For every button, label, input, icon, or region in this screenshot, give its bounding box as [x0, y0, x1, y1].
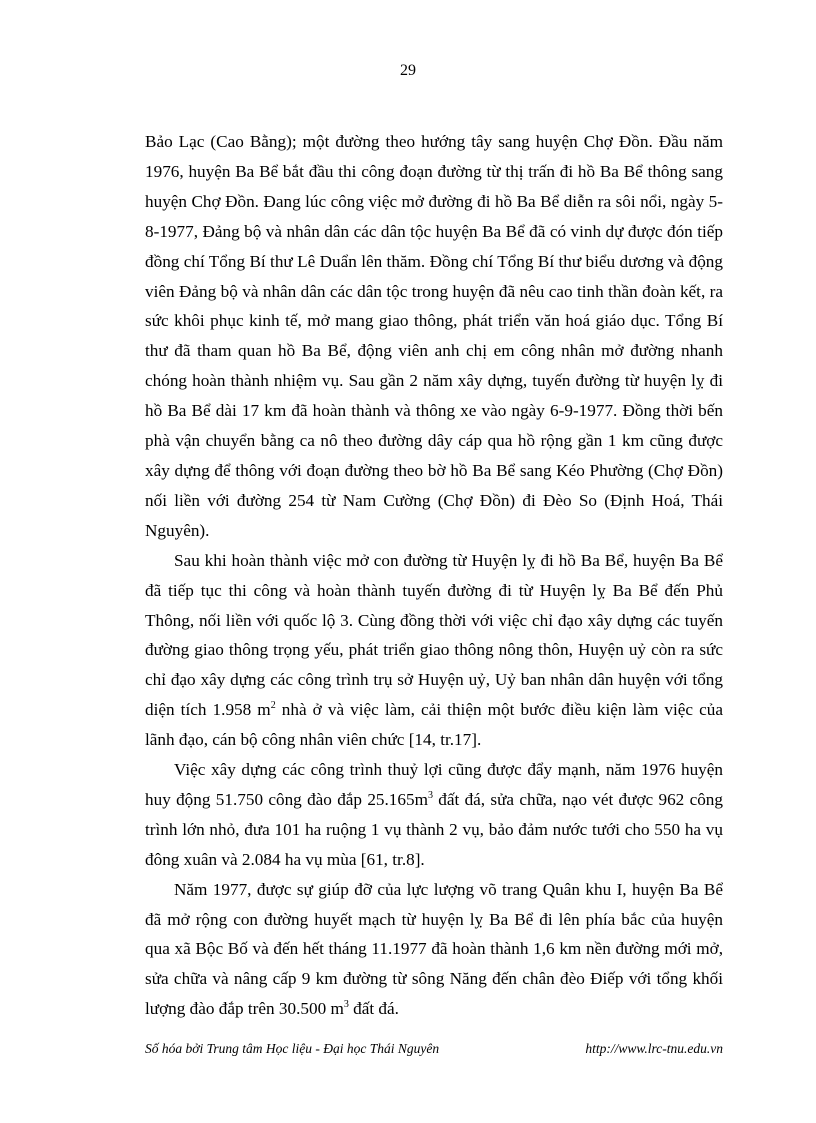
- paragraph-4-text: Năm 1977, được sự giúp đỡ của lực lượng võ trang Quân khu I, huyện Ba Bể đã mở rộng con đường huyết mạch từ huyện lỵ Ba Bể đi lên phía bắc của huyện qua xã Bộc Bố và đến hết tháng 11.1977 đã hoàn thành 1,6 km nền đường mới mở, sửa chữa và nâng cấp 9 km đường từ sông Năng đến chân đèo Điếp với tổng khối lượng đào đắp trên 30.500 m: [145, 879, 723, 1019]
- paragraph-3-text: Việc xây dựng các công trình thuỷ lợi cũng được đẩy mạnh, năm 1976 huyện huy động 51.750 công đào đắp 25.165m: [145, 760, 723, 809]
- body-text: [145, 127, 723, 1024]
- paragraph-2: [145, 546, 723, 755]
- cubic-meter-superscript: 3: [427, 789, 433, 801]
- paragraph-4-text-cont: đất đá.: [348, 999, 399, 1019]
- paragraph-3: [145, 755, 723, 875]
- page-number: 29: [400, 62, 416, 79]
- cubic-meter-superscript: 3: [343, 999, 349, 1011]
- paragraph-1-text: Bảo Lạc (Cao Bằng); một đường theo hướng tây sang huyện Chợ Đồn. Đầu năm 1976, huyện Ba Bể bắt đầu thi công đoạn đường từ thị trấn đi hồ Ba Bể thông sang huyện Chợ Đồn. Đang lúc công việc mở đường đi hồ Ba Bể diễn ra sôi nổi, ngày 5-8-1977, Đảng bộ và nhân dân các dân tộc huyện Ba Bể đã có vinh dự được đón tiếp đồng chí Tổng Bí thư Lê Duẩn lên thăm. Đồng chí Tổng Bí thư biểu dương và động viên Đảng bộ và nhân dân các dân tộc trong huyện đã nêu cao tinh thần đoàn kết, ra sức khôi phục kinh tế, mở mang giao thông, phát triển văn hoá giáo dục. Tổng Bí thư đã tham quan hồ Ba Bể, động viên anh chị em công nhân mở đường nhanh chóng hoàn thành nhiệm vụ. Sau gần 2 năm xây dựng, tuyến đường từ huyện lỵ đi hồ Ba Bể dài 17 km đã hoàn thành và thông xe vào ngày 6-9-1977. Đồng thời bến phà vận chuyển bằng ca nô theo đường dây cáp qua hồ rộng gần 1 km cũng được xây dựng để thông với đoạn đường theo bờ hồ Ba Bể sang Kéo Phường (Chợ Đồn) nối liền với đường 254 từ Nam Cường (Chợ Đồn) đi Đèo So (Định Hoá, Thái Nguyên).: [145, 132, 723, 540]
- paragraph-2-text: Sau khi hoàn thành việc mở con đường từ Huyện lỵ đi hồ Ba Bể, huyện Ba Bể đã tiếp tục thi công và hoàn thành tuyến đường đi từ Huyện lỵ Ba Bể đến Phủ Thông, nối liền với quốc lộ 3. Cùng đồng thời với việc chỉ đạo xây dựng các tuyến đường giao thông trọng yếu, phát triển giao thông nông thôn, Huyện uỷ còn ra sức chỉ đạo xây dựng các công trình trụ sở Huyện uỷ, Uỷ ban nhân dân huyện với tổng diện tích 1.958 m: [145, 550, 723, 720]
- paragraph-3-text-cont: đất đá, sửa chữa, nạo vét được 962 công trình lớn nhỏ, đưa 101 ha ruộng 1 vụ thành 2 vụ, bảo đảm nước tưới cho 550 ha vụ đông xuân và 2.084 ha vụ mùa [61, tr.8].: [145, 789, 723, 869]
- footer-url-link[interactable]: http://www.lrc-tnu.edu.vn: [585, 1041, 723, 1056]
- paragraph-4: [145, 875, 723, 1025]
- paragraph-2-text-cont: nhà ở và việc làm, cải thiện một bước điều kiện làm việc của lãnh đạo, cán bộ công nhân viên chức [14, tr.17].: [145, 700, 723, 750]
- footer-source: Số hóa bởi Trung tâm Học liệu - Đại học Thái Nguyên: [145, 1041, 440, 1056]
- paragraph-1: [145, 127, 723, 546]
- square-meter-superscript: 2: [270, 700, 276, 712]
